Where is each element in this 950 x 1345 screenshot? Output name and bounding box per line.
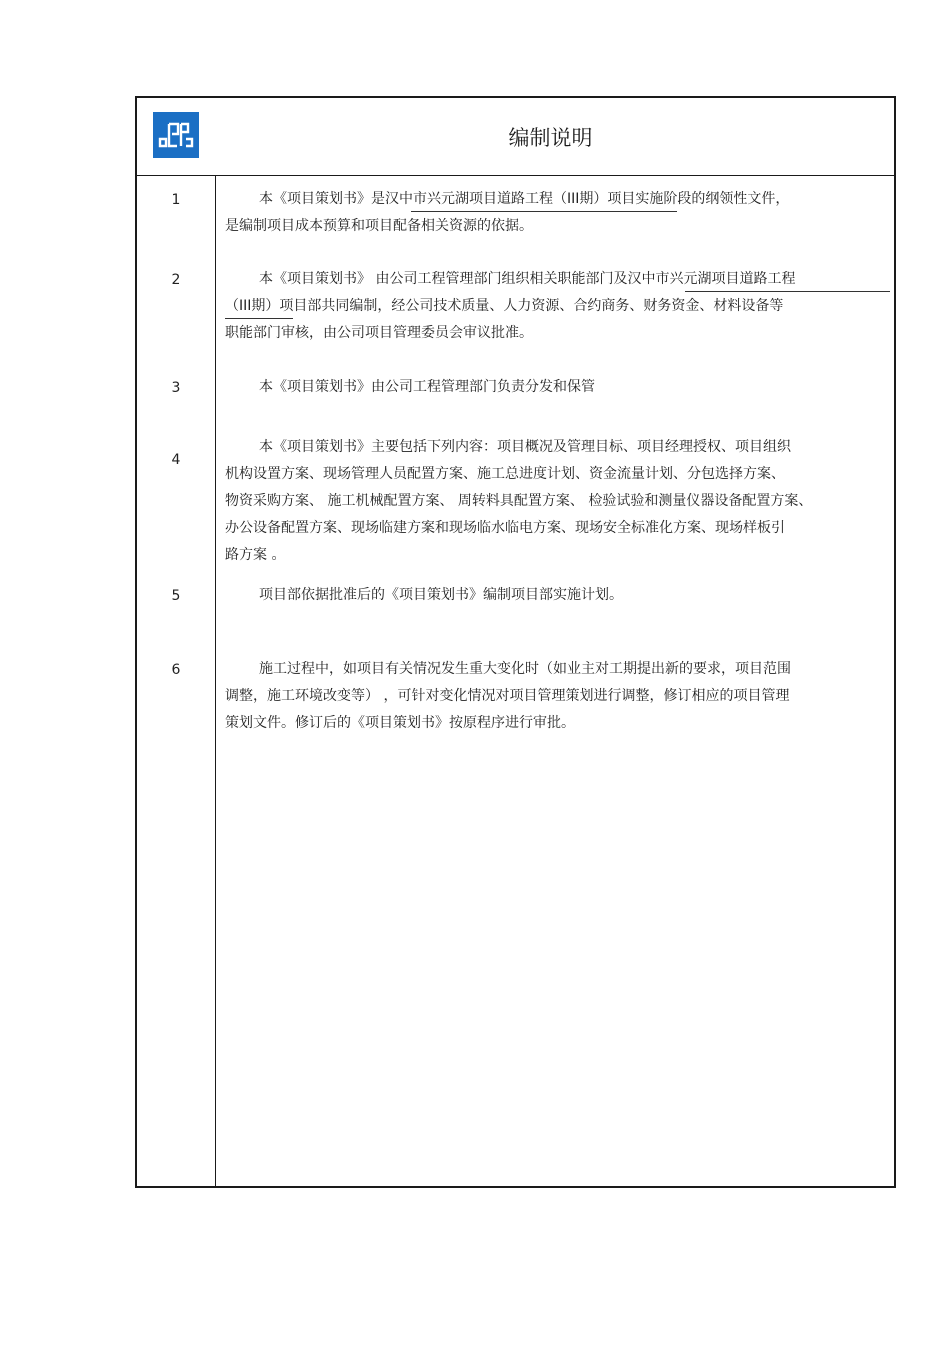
item-paragraph xyxy=(225,434,885,569)
item-paragraph xyxy=(225,374,885,401)
paragraph-line: 是编制项目成本预算和项目配备相关资源的依据。 xyxy=(225,218,533,234)
paragraph-line: 施工过程中，如项目有关情况发生重大变化时（如业主对工期提出新的要求，项目范围 xyxy=(259,661,791,677)
item-paragraph xyxy=(225,582,885,609)
underline-mark xyxy=(411,211,677,212)
item-number: 1 xyxy=(171,192,181,208)
header-row xyxy=(137,98,894,176)
paragraph-line: 本《项目策划书》主要包括下列内容：项目概况及管理目标、项目经理授权、项目组织 xyxy=(259,439,791,455)
paragraph-line: 调整，施工环境改变等） ，可针对变化情况对项目管理策划进行调整，修订相应的项目管理 xyxy=(225,688,790,704)
item-number: 6 xyxy=(171,662,181,678)
page-title: 编制说明 xyxy=(508,126,593,150)
underline-mark xyxy=(225,318,293,319)
paragraph-line: 本《项目策划书》 由公司工程管理部门组织相关职能部门及汉中市兴元湖项目道路工程 xyxy=(259,271,796,287)
paragraph-line: 机构设置方案、现场管理人员配置方案、施工总进度计划、资金流量计划、分包选择方案、 xyxy=(225,466,785,482)
underline-mark xyxy=(685,291,890,292)
paragraph-line: 职能部门审核，由公司项目管理委员会审议批准。 xyxy=(225,325,533,341)
item-number: 4 xyxy=(171,452,181,468)
item-paragraph xyxy=(225,266,885,347)
paragraph-line: 本《项目策划书》由公司工程管理部门负责分发和保管 xyxy=(259,379,595,395)
paragraph-line: 路方案 。 xyxy=(225,547,286,563)
paragraph-line: 项目部依据批准后的《项目策划书》编制项目部实施计划。 xyxy=(259,587,623,603)
document-frame xyxy=(135,96,896,1188)
item-number: 3 xyxy=(171,380,181,396)
paragraph-line: 策划文件。修订后的《项目策划书》按原程序进行审批。 xyxy=(225,715,575,731)
paragraph-line: （III期）项目部共同编制，经公司技术质量、人力资源、合约商务、财务资金、材料设备等 xyxy=(225,298,784,314)
column-divider xyxy=(215,175,216,1186)
paragraph-line: 本《项目策划书》是汉中市兴元湖项目道路工程（III期）项目实施阶段的纲领性文件， xyxy=(259,191,790,207)
item-paragraph xyxy=(225,656,885,737)
item-paragraph xyxy=(225,186,885,240)
paragraph-line: 物资采购方案、 施工机械配置方案、 周转料具配置方案、 检验试验和测量仪器设备配置方案、 xyxy=(225,493,813,509)
paragraph-line: 办公设备配置方案、现场临建方案和现场临水临电方案、现场安全标准化方案、现场样板引 xyxy=(225,520,785,536)
item-number: 2 xyxy=(171,272,181,288)
item-number: 5 xyxy=(171,588,181,604)
